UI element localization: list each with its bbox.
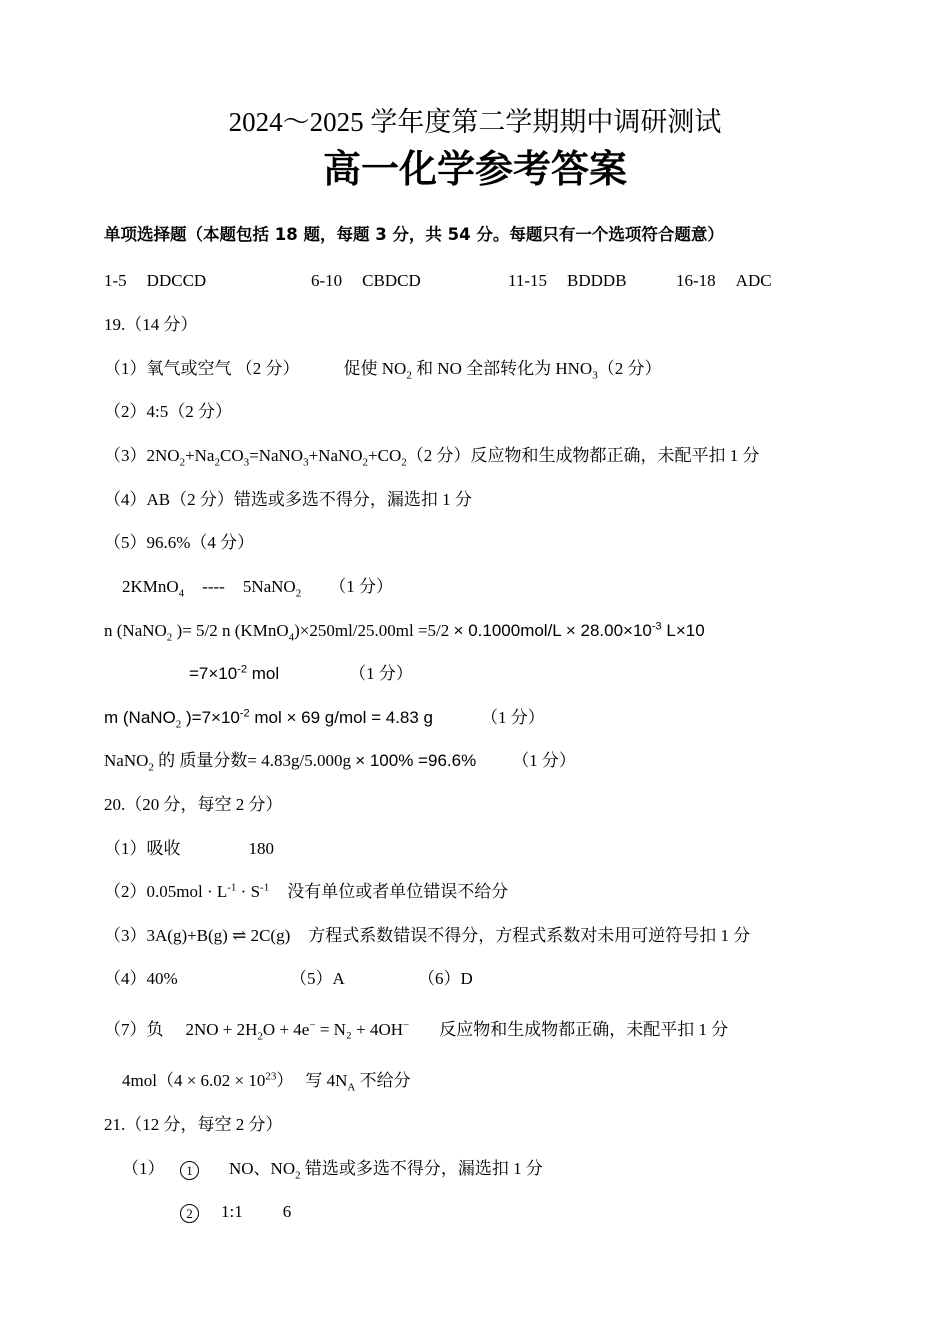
q19-header: 19.（14 分）: [104, 315, 198, 334]
q19-calc-line3: m (NaNO$_2$ )$=7\times 10^{-2}$ mol × 69 g/mol = 4.83 g （1 分）: [104, 707, 545, 731]
q19-calc-line4: NaNO$_2$ 的 质量分数= 4.83g/5.000g × 100% =96.6% （1 分）: [104, 751, 576, 774]
mc-answer-group: 11-15 BDDDB: [508, 271, 627, 290]
q20-part6: （6）D: [418, 969, 473, 988]
q19-relation: 2KMnO$_4$ ---- 5NaNO$_2$ （1 分）: [122, 577, 393, 600]
q21-part1-item2: 2 1:1 6: [180, 1201, 291, 1223]
q20-header: 20.（20 分，每空 2 分）: [104, 795, 283, 814]
q19-part3: $(3)2NO_2+Na_2CO_3=NaNO_3+NaNO_2+CO_2(2$ 分）反应物和生成物都正确，未配平扣 1 分: [104, 446, 760, 469]
q21-header: 21.（12 分，每空 2 分）: [104, 1115, 283, 1134]
q21-part1-item1: 1 NO、$NO_2$ 错选或多选不得分，漏选扣 1 分: [180, 1158, 543, 1180]
page-title-line1: 2024～2025 学年度第二学期期中调研测试: [228, 107, 722, 137]
mc-answer-group: 16-18 ADC: [676, 271, 772, 290]
q20-part2: $(2)0.05mol \cdot L^{-1} \cdot S^{-1}$ 没有单位或者单位错误不给分: [104, 881, 509, 901]
q19-part4: （4）AB（2 分）错选或多选不得分，漏选扣 1 分: [104, 490, 472, 509]
q19-part5: （5）96.6%（4 分）: [104, 533, 255, 552]
mc-answer-group: 1-5 DDCCD: [104, 271, 207, 290]
q20-part1: （1）吸收 180: [104, 839, 274, 858]
q19-part1: （1）氧气或空气 （2 分） 促使 $NO_2$ 和 NO 全部转化为 $HNO_3(2$ 分）: [104, 359, 662, 382]
q19-calc-line2: $=7\times 10^{-2}$ mol （1 分）: [189, 663, 413, 683]
section-header-multiple-choice: 单项选择题（本题包括 18 题，每题 3 分，共 54 分。每题只有一个选项符合题意）: [104, 225, 724, 244]
circled-number-2: 2: [180, 1204, 199, 1223]
page-title: 高一化学参考答案: [322, 149, 627, 191]
q20-part5: （5）A: [290, 969, 345, 988]
q21-part1-label: （1）: [122, 1159, 165, 1178]
mc-answer-group: 6-10 CBDCD: [311, 271, 421, 290]
q20-part7-electrons: $4mol(4 \times 6.02 \times 10^{23})$ 写 $4N_A$ 不给分: [122, 1070, 411, 1094]
q20-part3: （3）3A(g)+B(g) ⇌ 2C(g) 方程式系数错误不得分，方程式系数对未用可逆符号扣 1 分: [104, 926, 751, 945]
q20-part7: （7）负 $2NO + 2H_2O + 4e^- = N_2 + 4OH^-$ 反应物和生成物都正确，未配平扣 1 分: [104, 1019, 729, 1043]
q19-calc-line1: n (NaNO$_2$ )= 5/2 n (KMnO$_4$)×250ml/25.00ml $=5/2 \times 0.1000mol/L \times 28.00\times 10^{-3}$ L×10: [104, 620, 705, 644]
q20-part4: （4）40%: [104, 969, 178, 988]
q19-part2: （2）4:5（2 分）: [104, 402, 232, 421]
circled-number-1: 1: [180, 1161, 199, 1180]
